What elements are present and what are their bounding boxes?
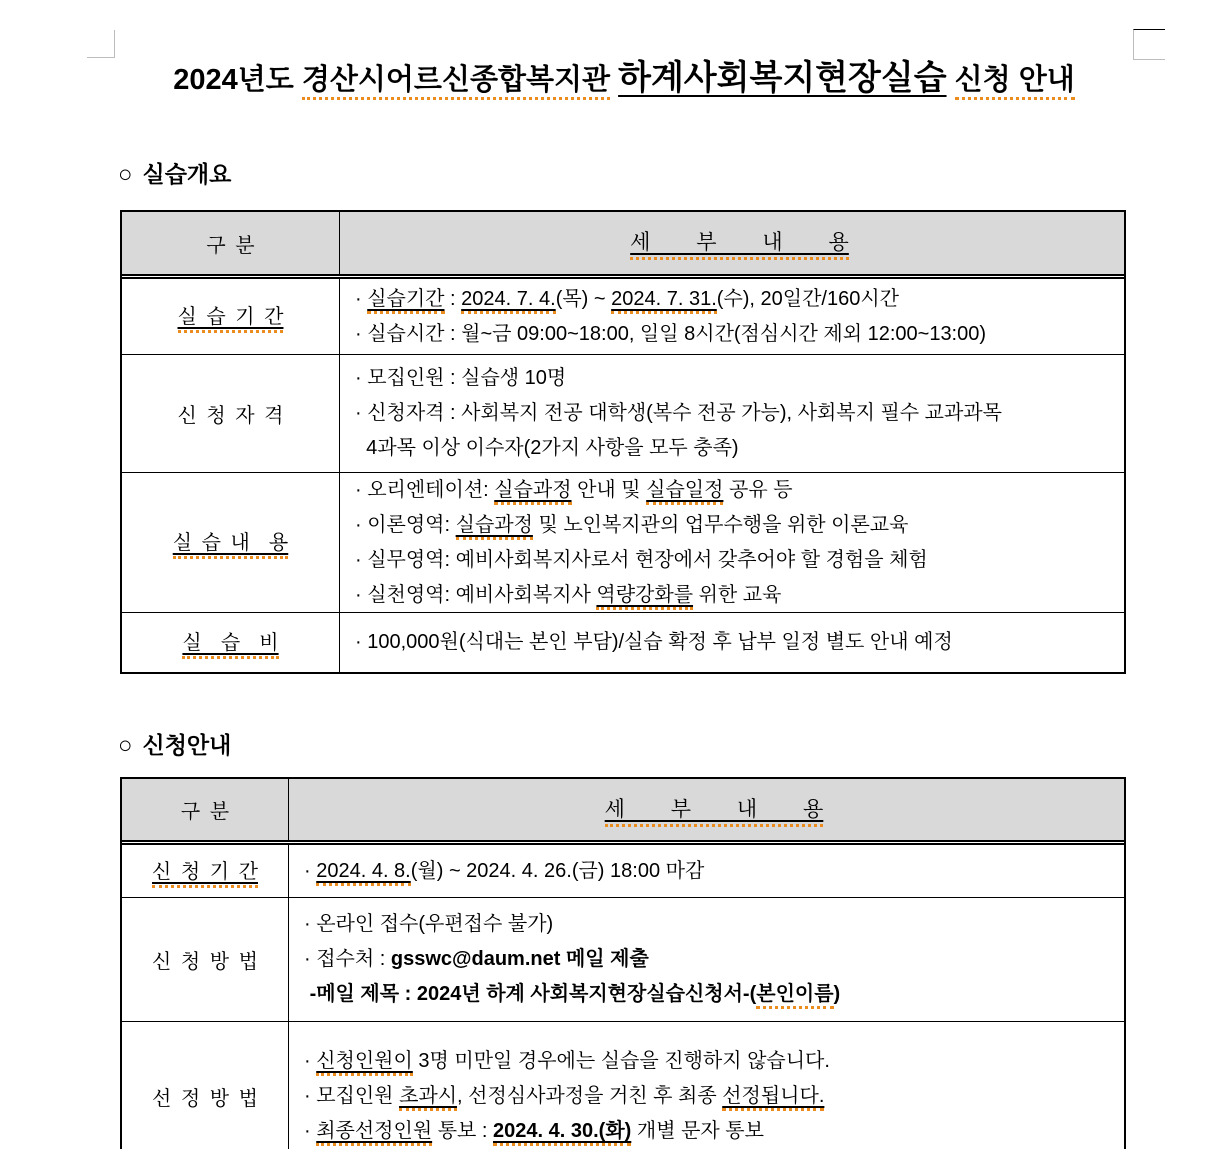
- text-run: 실습일정: [646, 479, 723, 505]
- text-run: 공유 등: [723, 478, 793, 501]
- column-header-details-label: 세 부 내 용: [605, 793, 824, 827]
- text-run: 경산시어르신종합복지관: [302, 64, 610, 100]
- table-row: [122, 612, 1124, 672]
- text-run: 실 습 내 용: [173, 526, 289, 559]
- row-content-cell: [289, 845, 1124, 897]
- row-content-cell: [289, 898, 1124, 1021]
- text-run: 2024. 7. 31.: [611, 288, 717, 314]
- content-line: [304, 854, 1124, 889]
- column-header-details: [289, 779, 1124, 840]
- content-line: [355, 543, 1124, 578]
- text-run: 실습기간: [367, 288, 444, 314]
- text-run: 신 청 기 간: [152, 855, 258, 888]
- row-label-cell: [122, 473, 340, 612]
- content-line: [355, 282, 1124, 317]
- text-run: [610, 64, 618, 96]
- content-line: [355, 317, 1124, 352]
- text-run: 실 습 비: [182, 626, 278, 659]
- document-title: [115, 54, 1133, 104]
- text-run: 2024. 4. 8.: [316, 860, 411, 886]
- text-run: 초과시: [399, 1085, 457, 1111]
- text-run: ): [833, 983, 841, 1005]
- circle-bullet-icon: ○: [118, 732, 133, 759]
- row-label-cell: [122, 355, 340, 472]
- content-line: [355, 396, 1124, 431]
- text-run: -메일 제목 : 2024년 하계 사회복지현장실습신청서-(: [304, 983, 757, 1005]
- text-run: 4과목 이상 이수자(2가지 사항을 모두 충족): [355, 437, 739, 459]
- content-line: [355, 625, 1124, 660]
- content-line: [304, 907, 1124, 942]
- section-heading-label: 신청안내: [142, 732, 232, 758]
- row-content-cell: [340, 279, 1124, 354]
- row-content-cell: [340, 355, 1124, 472]
- row-content-cell: [340, 473, 1124, 612]
- text-run: (목) ~: [555, 287, 612, 310]
- table-row: [122, 840, 1124, 897]
- column-header-category: 구 분: [122, 212, 340, 274]
- text-run: 안내 및: [571, 478, 647, 501]
- text-run: 신청 안내: [955, 64, 1075, 100]
- row-label-cell: [122, 613, 340, 672]
- text-run: 실습과정: [456, 514, 533, 540]
- column-header-details-label: 세 부 내 용: [630, 226, 849, 260]
- text-run: gsswc@daum.net 메일 제출: [390, 948, 649, 970]
- text-run: · 실천영역: 예비사회복지사: [355, 583, 597, 606]
- column-header-details: [340, 212, 1124, 274]
- text-run: 위한 교육: [693, 583, 782, 606]
- application-guide-table: [120, 777, 1126, 1149]
- table-row: [122, 274, 1124, 354]
- content-line: [355, 473, 1124, 508]
- text-run: · 모집인원 : 실습생 10명: [355, 367, 567, 389]
- text-run: 2024. 4. 30.(화): [493, 1120, 631, 1146]
- text-run: ·: [304, 1120, 317, 1142]
- section-heading-label: 실습개요: [142, 161, 232, 187]
- table-row: [122, 897, 1124, 1021]
- table-row: [122, 354, 1124, 472]
- table-row: [122, 472, 1124, 612]
- column-header-category: 구 분: [122, 779, 289, 840]
- text-run: 실습과정: [494, 479, 571, 505]
- table-header-row: [122, 212, 1124, 274]
- text-run: 최종선정인원: [316, 1120, 432, 1146]
- text-run: 본인이름: [756, 983, 833, 1009]
- content-line: [355, 361, 1124, 396]
- content-line: [355, 431, 1124, 466]
- circle-bullet-icon: ○: [118, 161, 133, 188]
- row-label-cell: [122, 845, 289, 897]
- practice-overview-table: [120, 210, 1126, 674]
- text-run: , 선정심사과정을 거친 후 최종: [457, 1085, 723, 1107]
- text-run: (수), 20일간/160시간: [716, 287, 900, 310]
- text-run: 실 습 기 간: [178, 300, 284, 333]
- text-run: · 실습시간 : 월~금 09:00~18:00, 일일 8시간(점심시간 제외 12:00~13:00): [355, 322, 987, 345]
- content-line: [304, 1079, 1124, 1114]
- text-run: · 실무영역: 예비사회복지사로서 현장에서 갖추어야 할 경험을 체험: [355, 548, 928, 571]
- text-run: 개별 문자 통보: [631, 1120, 764, 1142]
- text-run: 2024년도: [173, 64, 302, 96]
- page-margin-corner-mark-right: [1133, 29, 1165, 60]
- text-run: · 이론영역:: [355, 513, 456, 536]
- text-run: ·: [355, 287, 368, 310]
- content-line: [304, 942, 1124, 977]
- text-run: 신 청 방 법: [152, 951, 258, 973]
- text-run: 역량강화를: [596, 584, 693, 610]
- content-line: [355, 508, 1124, 543]
- row-label-cell: [122, 898, 289, 1021]
- text-run: 신 청 자 격: [177, 405, 284, 427]
- row-content-cell: [289, 1022, 1124, 1149]
- content-line: [304, 1114, 1124, 1149]
- text-run: 신청인원이: [316, 1050, 413, 1076]
- text-run: 하계사회복지현장실습: [618, 59, 947, 97]
- content-line: [304, 1044, 1124, 1079]
- text-run: · 100,000원(식대는 본인 부담)/실습 확정 후 납부 일정 별도 안내 예정: [355, 631, 953, 653]
- text-run: · 신청자격 : 사회복지 전공 대학생(복수 전공 가능), 사회복지 필수 교과과목: [355, 402, 1002, 424]
- content-line: [355, 578, 1124, 613]
- section-heading-practice-overview: [118, 156, 231, 189]
- text-run: :: [444, 287, 462, 310]
- text-run: 2024. 7. 4.: [461, 288, 556, 314]
- table-row: [122, 1021, 1124, 1149]
- text-run: · 온라인 접수(우편접수 불가): [304, 913, 554, 935]
- text-run: 3명 미만일 경우에는 실습을 진행하지 않습니다.: [412, 1050, 830, 1072]
- text-run: · 모집인원: [304, 1085, 400, 1107]
- page-margin-corner-mark-left: [87, 30, 115, 58]
- text-run: 통보 :: [432, 1120, 494, 1142]
- text-run: 선 정 방 법: [152, 1088, 258, 1110]
- text-run: ·: [304, 859, 317, 882]
- row-label-cell: [122, 1022, 289, 1149]
- text-run: 선정됩니다.: [722, 1085, 824, 1111]
- section-heading-application-guide: [118, 727, 231, 760]
- text-run: (월) ~ 2024. 4. 26.(금) 18:00 마감: [410, 859, 705, 882]
- text-run: · 접수처 :: [304, 948, 391, 970]
- text-run: ·: [304, 1050, 317, 1072]
- text-run: · 오리엔테이션:: [355, 478, 495, 501]
- text-run: [947, 64, 955, 96]
- table-header-row: [122, 779, 1124, 840]
- row-content-cell: [340, 613, 1124, 672]
- text-run: 및 노인복지관의 업무수행을 위한 이론교육: [532, 513, 909, 536]
- content-line: [304, 977, 1124, 1012]
- row-label-cell: [122, 279, 340, 354]
